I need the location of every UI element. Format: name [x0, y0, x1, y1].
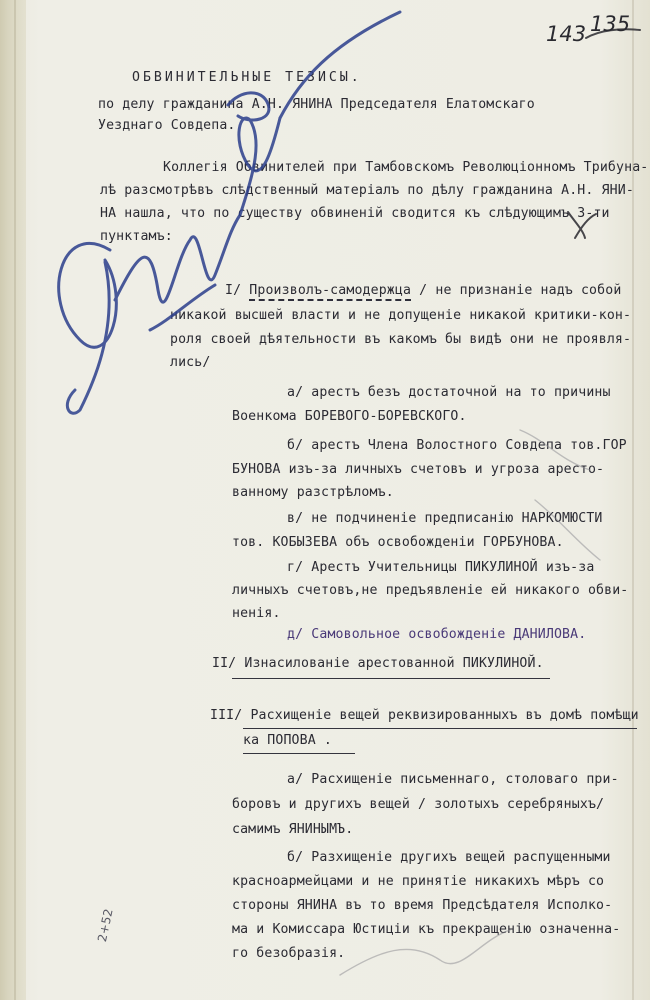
- point-1-sub-v-line-2: тов. КОБЫЗЕВА объ освобожденіи ГОРБУНОВА.: [232, 535, 564, 550]
- point-1-text-line-2: никакой высшей власти и не допущеніе никакой критики-кон-: [170, 308, 632, 323]
- point-3-sub-b-line-1: б/ Разхищеніе другихъ вещей распущенными: [287, 850, 611, 865]
- point-1-sub-g-line-1: г/ Арестъ Учительницы ПИКУЛИНОЙ изъ-за: [287, 560, 595, 575]
- intro-line-4: пунктамъ:: [100, 229, 173, 244]
- point-1-sub-g-line-2: личныхъ счетовъ,не предъявленіе ей никакого обви-: [232, 583, 629, 598]
- signature-handwriting: [59, 12, 400, 413]
- point-1-sub-b-line-1: б/ арестъ Члена Волостного Совдепа тов.ГОР: [287, 438, 627, 453]
- document-title: ОБВИНИТЕЛЬНЫЕ ТЕЗИСЫ.: [132, 70, 362, 85]
- pencil-scribbles: [340, 430, 600, 975]
- point-1-number: I/: [225, 283, 242, 298]
- point-1-sub-b-line-2: БУНОВА изъ-за личныхъ счетовъ и угроза аресто-: [232, 462, 605, 477]
- point-1-sub-a-line-1: а/ арестъ безъ достаточной на то причины: [287, 385, 611, 400]
- intro-line-1: Коллегія Обвинителей при Тамбовскомъ Революціонномъ Трибуна-: [163, 160, 649, 175]
- point-1-heading-rest: / не признаніе надъ собой: [419, 283, 622, 298]
- point-3-sub-b-line-4: ма и Комиссара Юстиціи къ прекращенію означенна-: [232, 922, 621, 937]
- point-3-heading-line-2: ка ПОПОВА .: [243, 733, 332, 748]
- point-3-sub-b-line-5: го безобразія.: [232, 946, 346, 961]
- point-1-sub-g-line-3: ненія.: [232, 606, 281, 621]
- point-1-sub-b-line-3: ванному разстрѣломъ.: [232, 485, 394, 500]
- pencil-note: 2+52: [94, 907, 116, 944]
- point-2-number: II/: [212, 656, 237, 671]
- point-3-sub-b-line-3: стороны ЯНИНА въ то время Предсѣдателя Исполко-: [232, 898, 613, 913]
- point-3-sub-a-line-2: боровъ и другихъ вещей / золотыхъ серебряныхъ/: [232, 797, 605, 812]
- point-1-heading: Произволъ-самодержца: [249, 283, 411, 301]
- point-1-text-line-3: роля своей дѣятельности въ какомъ бы видѣ они не проявля-: [170, 332, 632, 347]
- intro-line-3: НА нашла, что по существу обвиненій сводится къ слѣдующимъ 3-ти: [100, 206, 610, 221]
- point-1-sub-a-line-2: Военкома БОРЕВОГО-БОРЕВСКОГО.: [232, 409, 467, 424]
- point-3-heading: Расхищеніе вещей реквизированныхъ въ домѣ помѣщи: [250, 708, 639, 723]
- ink-annotation-marks: [568, 29, 640, 238]
- point-1-sub-v-line-1: в/ не подчиненіе предписанію НАРКОМЮСТИ: [287, 511, 603, 526]
- point-1-sub-d: д/ Самовольное освобожденіе ДАНИЛОВА.: [287, 627, 587, 642]
- archive-folio-number: 143: [546, 22, 587, 46]
- document-subtitle-line-1: по делу гражданина А.Н. ЯНИНА Председателя Елатомскаго: [98, 97, 535, 112]
- point-3-number: III/: [210, 708, 243, 723]
- point-2-heading: Изнасилованіе арестованной ПИКУЛИНОЙ.: [244, 656, 544, 671]
- intro-line-2: лѣ разсмотрѣвъ слѣдственный матеріалъ по дѣлу гражданина А.Н. ЯНИ-: [100, 183, 634, 198]
- point-3-sub-a-line-1: а/ Расхищеніе письменнаго, столоваго при-: [287, 772, 619, 787]
- point-1-text-line-4: лись/: [170, 355, 211, 370]
- point-3-sub-a-line-3: самимъ ЯНИНЫМЪ.: [232, 822, 354, 837]
- archive-folio-number-crossed: 135: [590, 12, 631, 36]
- point-3-sub-b-line-2: красноармейцами и не принятіе никакихъ мѣръ со: [232, 874, 605, 889]
- document-subtitle-line-2: Уезднаго Совдепа.: [98, 118, 236, 133]
